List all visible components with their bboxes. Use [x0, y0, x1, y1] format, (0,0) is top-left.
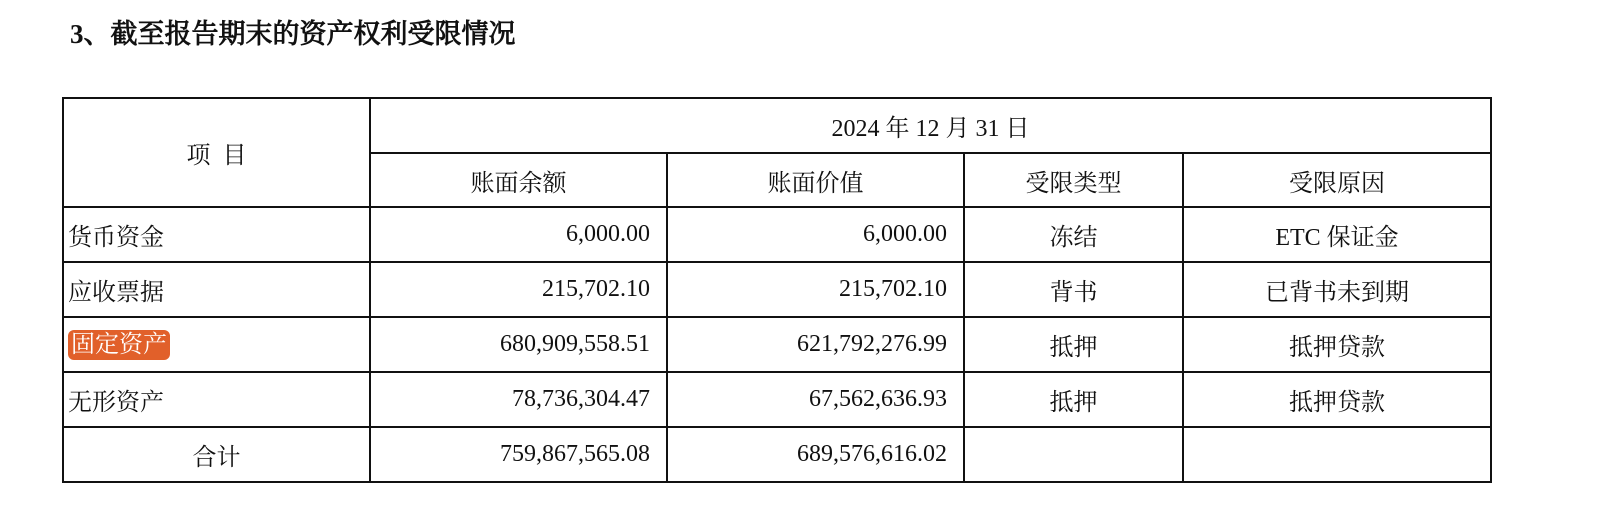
restriction-type-cell: 冻结 — [964, 207, 1183, 262]
item-cell: 应收票据 — [63, 262, 370, 317]
restriction-reason-cell: 抵押贷款 — [1183, 372, 1491, 427]
item-column-header: 项 目 — [63, 98, 370, 207]
item-cell: 货币资金 — [63, 207, 370, 262]
book-value-cell: 621,792,276.99 — [667, 317, 964, 372]
book-value-cell: 6,000.00 — [667, 207, 964, 262]
table-row — [63, 262, 1491, 317]
table-header-row — [63, 98, 1491, 153]
restriction-type-cell: 背书 — [964, 262, 1183, 317]
total-reason-cell — [1183, 427, 1491, 482]
total-row — [63, 427, 1491, 482]
restriction-reason-cell: ETC 保证金 — [1183, 207, 1491, 262]
item-cell — [63, 317, 370, 372]
restriction-reason-cell: 抵押贷款 — [1183, 317, 1491, 372]
table-row — [63, 207, 1491, 262]
book-balance-header: 账面余额 — [370, 153, 667, 207]
book-value-cell: 215,702.10 — [667, 262, 964, 317]
highlighted-item-label: 固定资产 — [68, 330, 170, 360]
table-row — [63, 317, 1491, 372]
book-value-cell: 67,562,636.93 — [667, 372, 964, 427]
total-book-balance-cell: 759,867,565.08 — [370, 427, 667, 482]
total-type-cell — [964, 427, 1183, 482]
restriction-type-cell: 抵押 — [964, 372, 1183, 427]
book-value-header: 账面价值 — [667, 153, 964, 207]
book-balance-cell: 78,736,304.47 — [370, 372, 667, 427]
table-row — [63, 372, 1491, 427]
book-balance-cell: 215,702.10 — [370, 262, 667, 317]
total-label-cell: 合计 — [63, 427, 370, 482]
item-cell: 无形资产 — [63, 372, 370, 427]
page-title: 3、截至报告期末的资产权利受限情况 — [70, 19, 516, 49]
restriction-type-header: 受限类型 — [964, 153, 1183, 207]
book-balance-cell: 680,909,558.51 — [370, 317, 667, 372]
restriction-reason-cell: 已背书未到期 — [1183, 262, 1491, 317]
restriction-type-cell: 抵押 — [964, 317, 1183, 372]
date-column-header: 2024 年 12 月 31 日 — [370, 98, 1491, 153]
restriction-reason-header: 受限原因 — [1183, 153, 1491, 207]
book-balance-cell: 6,000.00 — [370, 207, 667, 262]
restricted-assets-table — [62, 97, 1492, 483]
total-book-value-cell: 689,576,616.02 — [667, 427, 964, 482]
